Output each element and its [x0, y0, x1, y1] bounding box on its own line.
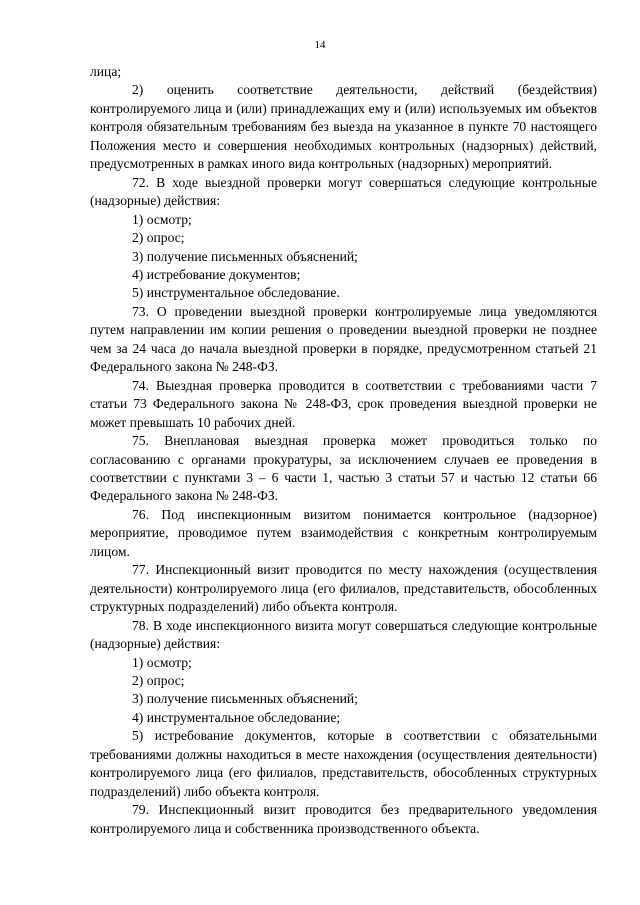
paragraph: 78. В ходе инспекционного визита могут совершаться следующие контрольные (надзорные) действия: [90, 617, 597, 652]
paragraph: 76. Под инспекционным визитом понимается контрольное (надзорное) мероприятие, проводимое путем взаимодействия с конкретным контролируемым лицом. [90, 506, 597, 559]
paragraph: 75. Внеплановая выездная проверка может проводиться только по согласованию с органами прокуратуры, за исключением случаев ее проведения в соответствии с пунктами 3 – 6 части 1, частью 3 статьи 57 и частью 12 статьи 66 Федерального закона № 248-ФЗ. [90, 433, 597, 504]
paragraph: 77. Инспекционный визит проводится по месту нахождения (осуществления деятельности) контролируемого лица (его филиалов, представительств, обособленных структурных подразделений) либо объекта контроля. [90, 562, 597, 615]
paragraph: 74. Выездная проверка проводится в соответствии с требованиями части 7 статьи 73 Федерального закона № 248-ФЗ, срок проведения выездной проверки не может превышать 10 рабочих дней. [90, 377, 597, 430]
list-item: 2) опрос; [132, 672, 185, 688]
list-item: 3) получение письменных объяснений; [132, 248, 358, 264]
paragraph: 73. О проведении выездной проверки контролируемые лица уведомляются путем направлении им копии решения о проведении выездной проверки не позднее чем за 24 часа до начала выездной проверки в порядке, предусмотренном статьей 21 Федерального закона № 248-ФЗ. [90, 303, 597, 375]
page-number: 14 [314, 39, 326, 51]
paragraph: 79. Инспекционный визит проводится без предварительного уведомления контролируемого лица и собственника производственного объекта. [90, 802, 597, 836]
list-item: 1) осмотр; [132, 654, 192, 670]
list-item: 4) истребование документов; [132, 266, 301, 282]
document-body [90, 63, 597, 838]
list-item: 5) инструментальное обследование. [132, 285, 340, 301]
paragraph: 72. В ходе выездной проверки могут совершаться следующие контрольные (надзорные) действия: [90, 174, 597, 209]
list-item: 4) инструментальное обследование; [132, 709, 341, 725]
list-item: 3) получение письменных объяснений; [132, 691, 358, 707]
paragraph: лица; [90, 64, 122, 79]
paragraph: 5) истребование документов, которые в соответствии с обязательными требованиями должны находиться в месте нахождения (осуществления деятельности) контролируемого лица (его филиалов, представительств, обособленных структурных подразделений) либо объекта контроля. [90, 728, 597, 799]
list-item: 2) опрос; [132, 230, 185, 246]
paragraph: 2) оценить соответствие деятельности, действий (бездействия) контролируемого лица и (или) принадлежащих ему и (или) используемых им объектов контроля обязательным требованиям без выезда на указанное в пункте 70 настоящего Положения место и совершения необходимых контрольных (надзорных) действий, предусмотренных в рамках иного вида контрольных (надзорных) мероприятий. [90, 82, 597, 172]
list-item: 1) осмотр; [132, 211, 192, 227]
